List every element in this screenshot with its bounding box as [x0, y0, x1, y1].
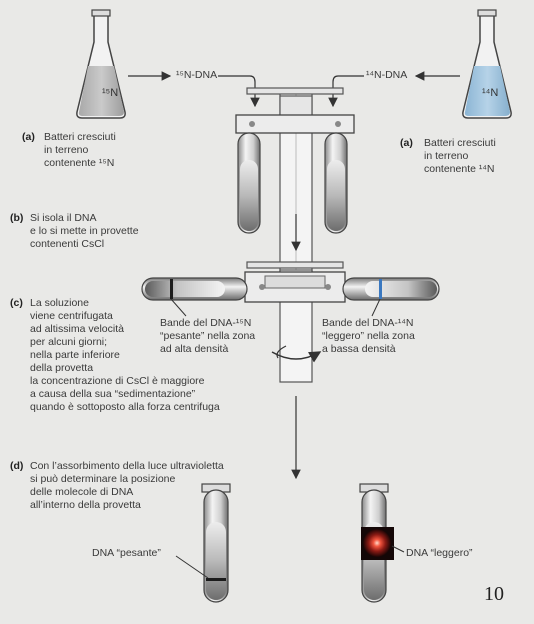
flask-n15	[77, 10, 125, 118]
step-c-line: a causa della sua “sedimentazione”	[30, 388, 196, 400]
step-c-line: per alcuni giorni;	[30, 336, 108, 348]
step-c	[10, 297, 23, 310]
step-a-right-line: contenente ¹⁴N	[424, 163, 495, 175]
step-c-line: viene centrifugata	[30, 310, 113, 322]
step-a-right-line: in terreno	[424, 150, 469, 162]
step-c-line: la concentrazione di CsCl è maggiore	[30, 375, 205, 387]
step-a-right-line: Batteri cresciuti	[424, 137, 496, 149]
step-c-line: ad altissima velocità	[30, 323, 124, 335]
step-c-line: quando è sottoposto alla forza centrifuga	[30, 401, 220, 413]
band-light-line: Bande del DNA-¹⁴N	[322, 317, 414, 329]
step-c-line: La soluzione	[30, 297, 89, 309]
band-heavy-label	[160, 317, 255, 356]
band-light-line: a bassa densità	[322, 343, 396, 355]
step-a-left-line: Batteri cresciuti	[44, 131, 116, 143]
step-a-left-line: contenente ¹⁵N	[44, 157, 115, 169]
light-band-marker	[379, 279, 382, 299]
arrow-n15-label: ¹⁵N-DNA	[176, 69, 218, 81]
step-a-left-tag: (a)	[22, 131, 35, 143]
heavy-dna-band	[206, 578, 226, 581]
step-b-line: Si isola il DNA	[30, 212, 97, 224]
page-number: 10	[484, 583, 504, 605]
dna-heavy-label: DNA “pesante”	[92, 547, 161, 559]
flask-n14	[463, 10, 511, 118]
step-d-line: all’interno della provetta	[30, 499, 141, 511]
step-c-line: nella parte inferiore	[30, 349, 120, 361]
step-a-left-line: in terreno	[44, 144, 89, 156]
band-heavy-line: Bande del DNA-¹⁵N	[160, 317, 252, 329]
step-b-line: e lo si mette in provette	[30, 225, 139, 237]
step-b-text	[30, 212, 139, 251]
step-d-text	[30, 460, 224, 512]
flask-n15-label: ¹⁵N	[102, 87, 119, 99]
step-b-line: contenenti CsCl	[30, 238, 105, 250]
step-d-tag: (d)	[10, 460, 24, 472]
step-b	[10, 212, 23, 225]
step-d-line: delle molecole di DNA	[30, 486, 134, 498]
step-a-right-text	[424, 137, 496, 176]
step-d-line: si può determinare la posizione	[30, 473, 176, 485]
step-a-right	[400, 137, 413, 150]
tube-light	[360, 484, 404, 602]
band-light-line: “leggero” nella zona	[322, 330, 415, 342]
arrow-n14-label: ¹⁴N-DNA	[366, 69, 408, 81]
dna-light-label: DNA “leggero”	[406, 547, 473, 559]
step-c-line: della provetta	[30, 362, 94, 374]
band-heavy-line: ad alta densità	[160, 343, 229, 355]
step-a-right-tag: (a)	[400, 137, 413, 149]
band-light-label	[322, 317, 415, 356]
step-a-left	[22, 131, 35, 144]
step-a-left-text	[44, 131, 116, 170]
flask-n14-label: ¹⁴N	[482, 87, 499, 99]
step-c-tag: (c)	[10, 297, 23, 309]
heavy-band-marker	[170, 279, 173, 299]
uv-glow-spot	[363, 529, 391, 557]
step-d-line: Con l’assorbimento della luce ultravioletta	[30, 460, 224, 472]
step-d	[10, 460, 23, 473]
step-b-tag: (b)	[10, 212, 24, 224]
band-heavy-line: “pesante” nella zona	[160, 330, 256, 342]
